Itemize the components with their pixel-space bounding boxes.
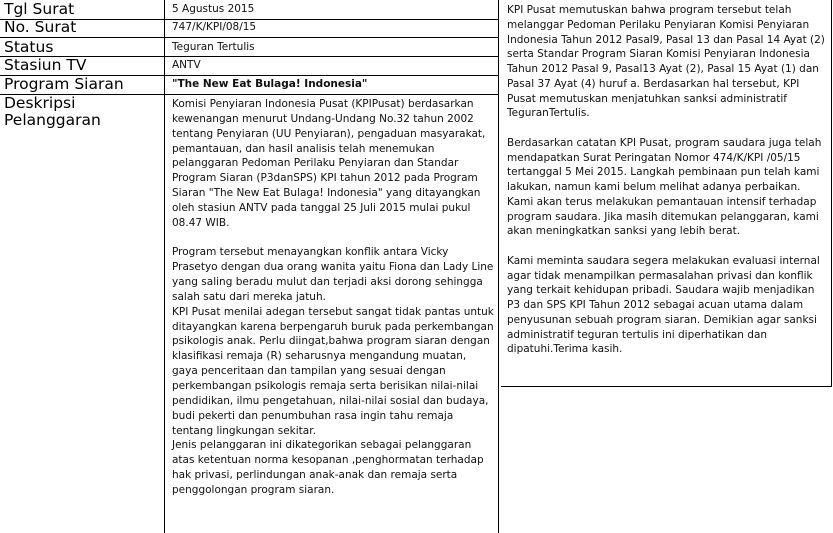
label-stasiun-tv: Stasiun TV bbox=[4, 56, 87, 74]
value-no-surat: 747/K/KPI/08/15 bbox=[172, 21, 257, 33]
value-tgl-surat: 5 Agustus 2015 bbox=[172, 3, 255, 15]
decision-paragraph-1: KPI Pusat memutuskan bahwa program tersebut telah melanggar Pedoman Perilaku Penyiaran Komisi Penyiaran Indonesia Tahun 2012 Pasal9, Pasal 13 dan Pasal 14 Ayat (2) serta Standar Program Siaran Komisi Penyiaran Indonesia Tahun 2012 Pasal 9, Pasal13 Ayat (2), Pasal 15 Ayat (1) dan Pasal 37 Ayat (4) huruf a. Berdasarkan hal tersebut, KPI Pusat memutuskan menjatuhkan sanksi administratif TeguranTertulis. bbox=[507, 4, 825, 120]
description-paragraph-1: Komisi Penyiaran Indonesia Pusat (KPIPusat) berdasarkan kewenangan menurut Undang-Undang No.32 tahun 2002 tentang Penyiaran (UU Penyiaran), pengaduan masyarakat, pemantauan, dan hasil analisis telah menemukan pelanggaran Pedoman Perilaku Penyiaran dan Standar Program Siaran (P3danSPS) KPI tahun 2012 pada Program Siaran "The New Eat Bulaga! Indonesia" yang ditayangkan oleh stasiun ANTV pada tanggal 25 Juli 2015 mulai pukul 08.47 WIB. bbox=[172, 98, 486, 229]
row-no-surat bbox=[0, 19, 498, 38]
row-tgl-surat bbox=[0, 0, 498, 20]
column-divider-value bbox=[498, 0, 499, 533]
label-status: Status bbox=[4, 38, 54, 56]
label-deskripsi-line2: Pelanggaran bbox=[4, 111, 101, 129]
value-program-siaran: "The New Eat Bulaga! Indonesia" bbox=[172, 78, 368, 90]
value-status: Teguran Tertulis bbox=[172, 41, 255, 53]
description-paragraph-3: KPI Pusat menilai adegan tersebut sangat tidak pantas untuk ditayangkan karena berpengaruh buruk pada perkembangan psikologis anak. Perlu diingat,bahwa program siaran dengan klasifikasi remaja (R) seharusnya mengandung muatan, gaya penceritaan dan tampilan yang sesuai dengan perkembangan psikologis remaja serta berisikan nilai-nilai pendidikan, ilmu pengetahuan, nilai-nilai sosial dan budaya, budi pekerti dan penumbuhan rasa ingin tahu remaja tentang lingkungan sekitar. bbox=[172, 305, 494, 437]
decision-paragraph-3: Kami meminta saudara segera melakukan evaluasi internal agar tidak menampilkan permasalahan privasi dan konflik yang terkait kehidupan pribadi. Saudara wajib menjadikan P3 dan SPS KPI Tahun 2012 sebagai acuan utama dalam penyusunan sebuah program siaran. Demikian agar sanksi administratif teguran tertulis ini diperhatikan dan dipatuhi.Terima kasih. bbox=[507, 254, 820, 356]
value-stasiun-tv: ANTV bbox=[172, 59, 201, 71]
description-paragraph-4: Jenis pelanggaran ini dikategorikan sebagai pelanggaran atas ketentuan norma kesopanan ,penghormatan terhadap hak privasi, perlindungan anak-anak dan remaja serta penggolongan program siaran. bbox=[172, 439, 484, 496]
decision-text bbox=[507, 3, 825, 372]
row-status bbox=[0, 38, 498, 57]
label-deskripsi-line1: Deskripsi bbox=[4, 94, 76, 112]
row-stasiun-tv bbox=[0, 57, 498, 76]
decision-paragraph-2: Berdasarkan catatan KPI Pusat, program saudara juga telah mendapatkan Surat Peringatan Nomor 474/K/KPI /05/15 tertanggal 5 Mei 2015. Langkah pembinaan pun telah kami lakukan, namun kami belum melihat adanya perbaikan. Kami akan terus melakukan pemantauan intensif terhadap program saudara. Jika masih ditemukan pelanggaran, kami akan meningkatkan sanksi yang lebih berat. bbox=[507, 136, 822, 238]
decision-panel bbox=[501, 0, 832, 387]
label-tgl-surat: Tgl Surat bbox=[4, 0, 75, 18]
label-no-surat: No. Surat bbox=[4, 18, 77, 36]
row-program-siaran bbox=[0, 76, 498, 95]
label-program-siaran: Program Siaran bbox=[4, 75, 124, 93]
description-paragraph-2: Program tersebut menayangkan konflik antara Vicky Prasetyo dengan dua orang wanita yaitu Fiona dan Lady Line yang saling beradu mulut dan terjadi aksi dorong sehingga salah satu dari mereka jatuh. bbox=[172, 246, 494, 303]
description-text bbox=[172, 97, 494, 498]
